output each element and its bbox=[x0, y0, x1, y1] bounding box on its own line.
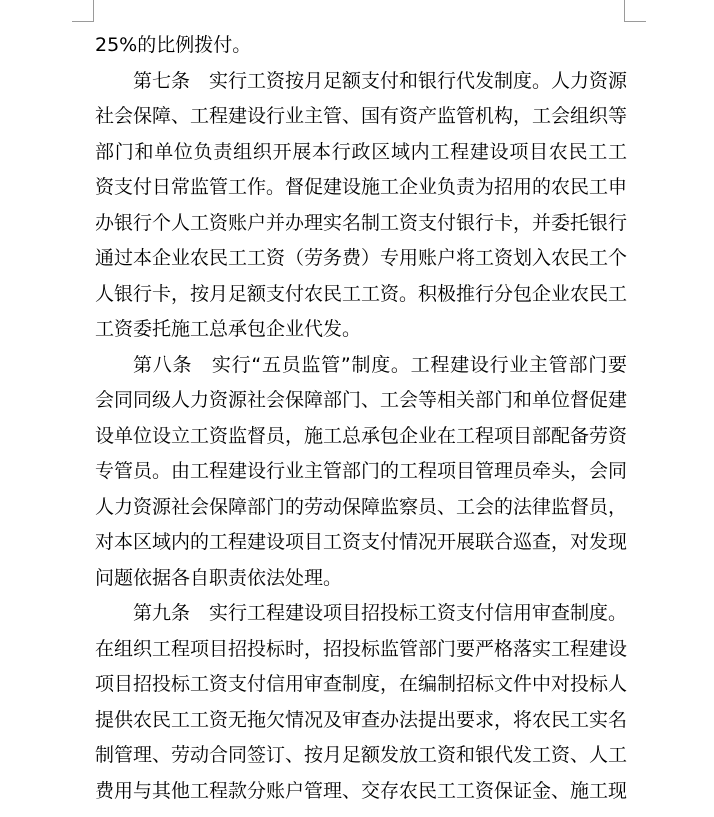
text-line: 通过本企业农民工工资（劳务费）专用账户将工资划入农民工个 bbox=[95, 247, 628, 269]
article-9-heading-line: 第九条 实行工程建设项目招投标工资支付信用审查制度。 bbox=[133, 602, 628, 624]
text-line: 办银行个人工资账户并办理实名制工资支付银行卡，并委托银行 bbox=[95, 211, 628, 234]
article-7-heading-line: 第七条 实行工资按月足额支付和银行代发制度。人力资源 bbox=[133, 69, 628, 92]
text-line: 提供农民工工资无拖欠情况及审查办法提出要求，将农民工实名 bbox=[95, 708, 628, 731]
text-line: 会同同级人力资源社会保障部门、工会等相关部门和单位督促建 bbox=[95, 389, 628, 411]
document-body bbox=[95, 28, 627, 809]
text-line: 工资委托施工总承包企业代发。 bbox=[95, 318, 362, 340]
article-8-heading-line: 第八条 实行“五员监管”制度。工程建设行业主管部门要 bbox=[133, 353, 627, 376]
text-line: 项目招投标工资支付信用审查制度，在编制招标文件中对投标人 bbox=[95, 673, 628, 695]
text-line: 专管员。由工程建设行业主管部门的工程项目管理员牵头，会同 bbox=[95, 460, 628, 482]
text-line: 对本区域内的工程建设项目工资支付情况开展联合巡查，对发现 bbox=[95, 531, 628, 553]
text-line: 25%的比例拨付。 bbox=[95, 34, 252, 56]
text-line: 费用与其他工程款分账户管理、交存农民工工资保证金、施工现 bbox=[95, 779, 628, 802]
text-line: 社会保障、工程建设行业主管、国有资产监管机构，工会组织等 bbox=[95, 105, 628, 127]
text-line: 在组织工程项目招投标时，招投标监管部门要严格落实工程建设 bbox=[95, 637, 628, 660]
text-line: 资支付日常监管工作。督促建设施工企业负责为招用的农民工申 bbox=[95, 176, 628, 198]
text-line: 制管理、劳动合同签订、按月足额发放工资和银代发工资、人工 bbox=[95, 744, 628, 766]
text-line: 部门和单位负责组织开展本行政区域内工程建设项目农民工工 bbox=[95, 140, 627, 163]
text-line: 设单位设立工资监督员，施工总承包企业在工程项目部配备劳资 bbox=[95, 424, 628, 447]
crop-mark-top-right bbox=[624, 0, 646, 22]
text-line: 问题依据各自职责依法处理。 bbox=[95, 566, 343, 589]
text-line: 人银行卡，按月足额支付农民工工资。积极推行分包企业农民工 bbox=[95, 282, 628, 305]
crop-mark-top-left bbox=[72, 0, 94, 22]
text-line: 人力资源社会保障部门的劳动保障监察员、工会的法律监督员， bbox=[95, 495, 628, 518]
